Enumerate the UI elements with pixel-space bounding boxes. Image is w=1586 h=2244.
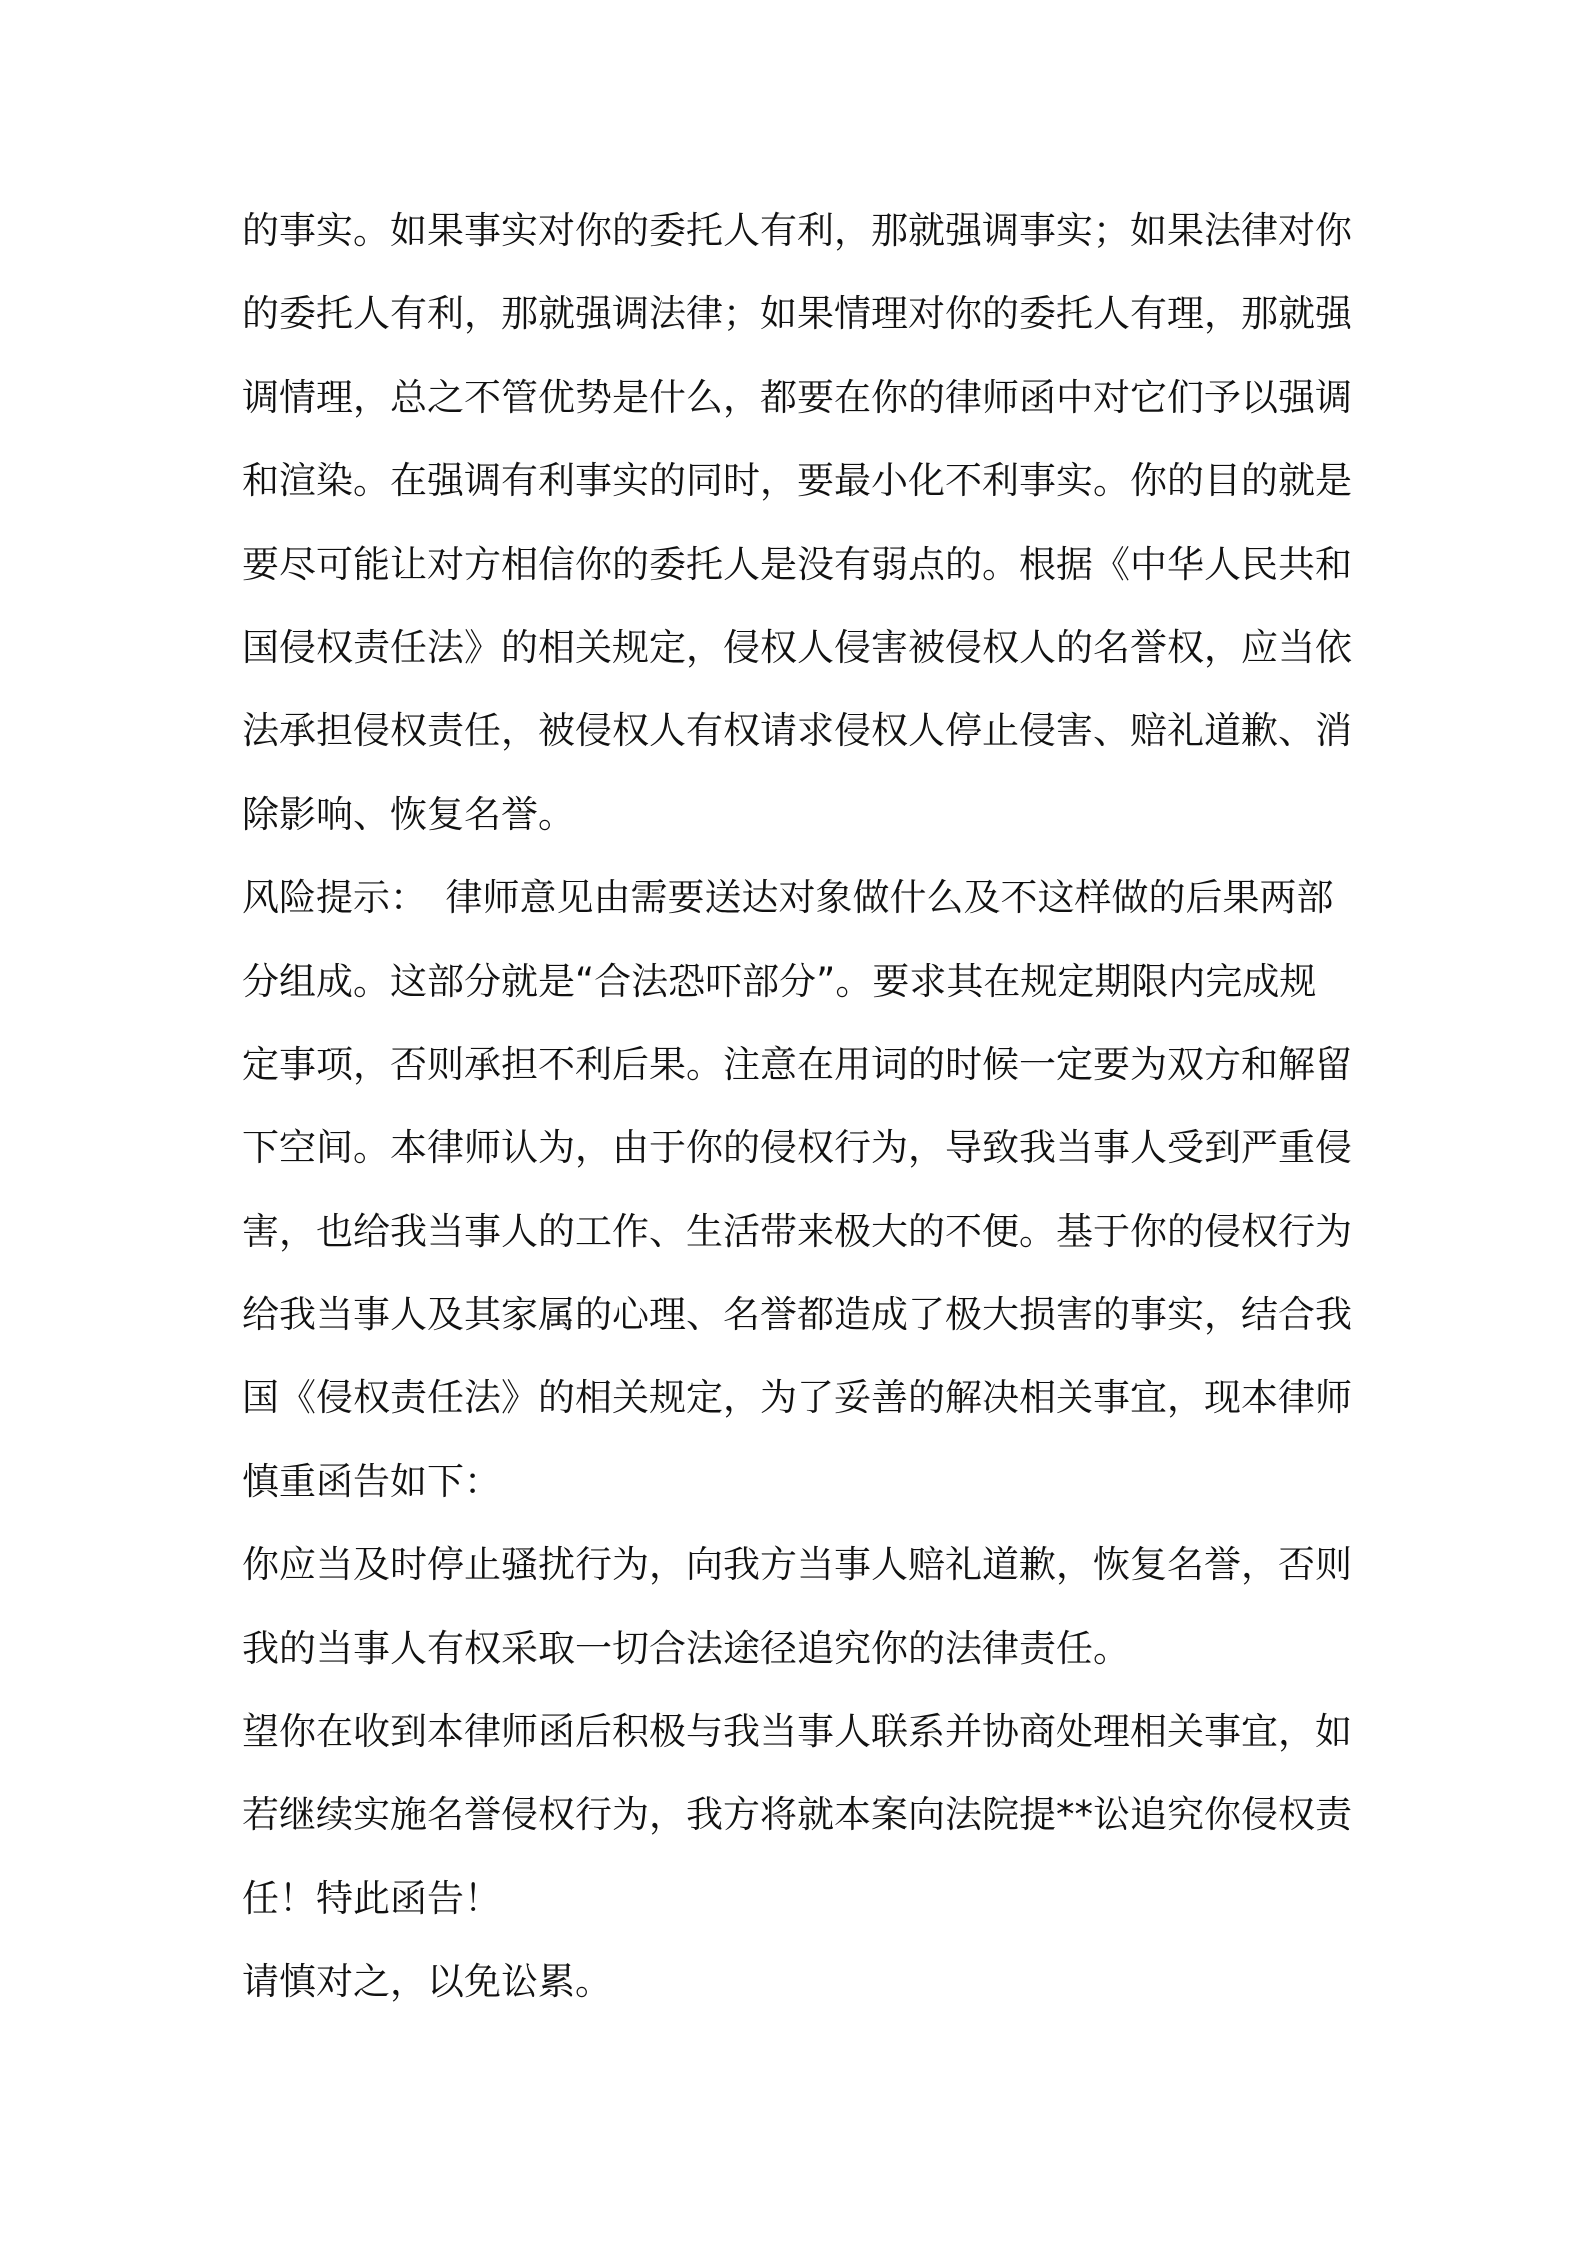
text-line: 给我当事人及其家属的心理、名誉都造成了极大损害的事实，结合我 bbox=[242, 1293, 1352, 1337]
text-line: 你应当及时停止骚扰行为，向我方当事人赔礼道歉，恢复名誉，否则 bbox=[242, 1543, 1352, 1587]
text-line: 调情理，总之不管优势是什么，都要在你的律师函中对它们予以强调 bbox=[242, 375, 1352, 419]
text-line: 望你在收到本律师函后积极与我当事人联系并协商处理相关事宜，如 bbox=[242, 1710, 1352, 1754]
letter-body bbox=[242, 200, 1362, 2035]
risk-tip-line: 风险提示： 律师意见由需要送达对象做什么及不这样做的后果两部 bbox=[242, 876, 1334, 920]
text-line: 的事实。如果事实对你的委托人有利，那就强调事实；如果法律对你 bbox=[242, 209, 1352, 252]
text-line: 我的当事人有权采取一切合法途径追究你的法律责任。 bbox=[242, 1626, 1130, 1670]
text-line: 定事项，否则承担不利后果。注意在用词的时候一定要为双方和解留 bbox=[242, 1042, 1352, 1086]
text-line: 若继续实施名誉侵权行为，我方将就本案向法院提**讼追究你侵权责 bbox=[242, 1793, 1352, 1837]
text-line: 分组成。这部分就是“合法恐吓部分”。要求其在规定期限内完成规 bbox=[242, 959, 1317, 1003]
text-line: 国《侵权责任法》的相关规定，为了妥善的解决相关事宜，现本律师 bbox=[242, 1376, 1352, 1420]
text-line: 和渲染。在强调有利事实的同时，要最小化不利事实。你的目的就是 bbox=[242, 459, 1352, 503]
text-line: 除影响、恢复名誉。 bbox=[242, 792, 575, 836]
text-line: 害，也给我当事人的工作、生活带来极大的不便。基于你的侵权行为 bbox=[242, 1209, 1352, 1253]
text-line: 要尽可能让对方相信你的委托人是没有弱点的。根据《中华人民共和 bbox=[242, 542, 1352, 586]
text-line: 国侵权责任法》的相关规定，侵权人侵害被侵权人的名誉权，应当依 bbox=[242, 625, 1352, 669]
text-line: 的委托人有利，那就强调法律；如果情理对你的委托人有理，那就强 bbox=[242, 292, 1352, 336]
text-line: 慎重函告如下： bbox=[242, 1459, 501, 1503]
text-line: 任！特此函告！ bbox=[242, 1876, 501, 1920]
closing-line: 请慎对之，以免讼累。 bbox=[242, 1960, 612, 2004]
text-line: 下空间。本律师认为，由于你的侵权行为，导致我当事人受到严重侵 bbox=[242, 1126, 1352, 1170]
text-line: 法承担侵权责任，被侵权人有权请求侵权人停止侵害、赔礼道歉、消 bbox=[242, 709, 1352, 753]
